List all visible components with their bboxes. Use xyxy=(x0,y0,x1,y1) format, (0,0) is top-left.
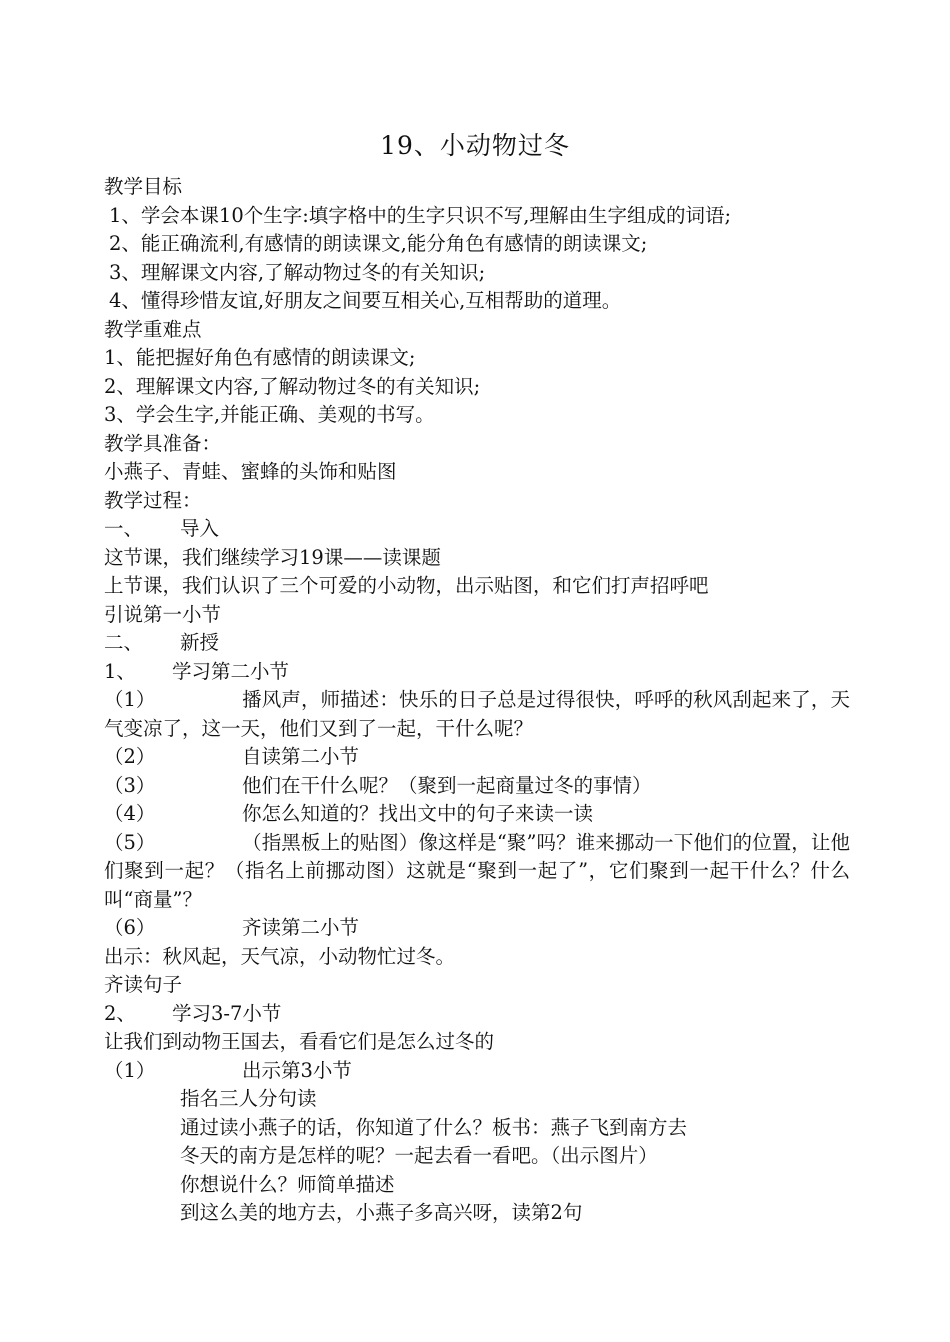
prep-heading: 教学具准备： xyxy=(104,431,222,455)
step-line xyxy=(104,772,850,801)
step-number: （6） xyxy=(104,916,156,939)
indented-line: 你想说什么？师简单描述 xyxy=(180,1172,395,1196)
indented-line: 到这么美的地方去，小燕子多高兴呀，读第2句 xyxy=(180,1201,583,1224)
step-text: （指黑板上的贴图）像这样是“聚”吗？谁来挪动一下他们的位置，让他们聚到一起？（指名上前挪动图）这就是“聚到一起了”，它们聚到一起干什么？什么叫“商量”？ xyxy=(104,830,850,911)
key-point-item: 3、学会生字,并能正确、美观的书写。 xyxy=(104,403,435,426)
part2-heading xyxy=(104,629,850,658)
step-paragraph xyxy=(104,686,850,743)
key-point-item: 2、理解课文内容,了解动物过冬的有关知识; xyxy=(104,374,481,398)
step-number: （5） xyxy=(104,830,156,854)
process-heading: 教学过程： xyxy=(104,488,202,512)
step-text: 自读第二小节 xyxy=(242,745,360,768)
part1-heading xyxy=(104,515,850,544)
part1-line: 上节课，我们认识了三个可爱的小动物，出示贴图，和它们打声招呼吧 xyxy=(104,574,709,597)
key-points-heading: 教学重难点 xyxy=(104,317,202,341)
sub2-label: 学习3-7小节 xyxy=(172,1001,282,1025)
document-body xyxy=(104,173,850,1228)
show-sentence: 出示：秋风起，天气凉，小动物忙过冬。 xyxy=(104,944,456,968)
sub1-label: 学习第二小节 xyxy=(172,659,290,683)
part1-number: 一、 xyxy=(104,517,144,540)
indented-line: 指名三人分句读 xyxy=(180,1087,317,1110)
part1-line: 这节课，我们继续学习19课——读课题 xyxy=(104,545,441,569)
step-number: （4） xyxy=(104,802,156,825)
step-number: （1） xyxy=(104,688,156,711)
goal-item: 1、学会本课10个生字:填字格中的生字只识不写,理解由生字组成的词语; xyxy=(109,203,732,227)
sub2-number: 2、 xyxy=(104,1001,136,1025)
step-number: （1） xyxy=(104,1058,156,1082)
step-text: 出示第3小节 xyxy=(242,1058,352,1082)
page-title: 19、小动物过冬 xyxy=(380,131,570,160)
step-line xyxy=(104,1057,850,1086)
sub2-intro: 让我们到动物王国去，看看它们是怎么过冬的 xyxy=(104,1030,495,1053)
indented-line: 冬天的南方是怎样的呢？一起去看一看吧。（出示图片） xyxy=(180,1144,658,1167)
part2-label: 新授 xyxy=(180,631,220,654)
step-paragraph xyxy=(104,829,850,915)
step-line xyxy=(104,914,850,943)
sub1-number: 1、 xyxy=(104,659,136,683)
prep-text: 小燕子、青蛙、蜜蜂的头饰和贴图 xyxy=(104,460,397,483)
sub1-heading xyxy=(104,658,850,687)
part1-label: 导入 xyxy=(180,517,220,540)
read-sentence: 齐读句子 xyxy=(104,973,183,996)
part2-number: 二、 xyxy=(104,631,144,654)
step-line xyxy=(104,800,850,829)
step-text: 你怎么知道的？找出文中的句子来读一读 xyxy=(242,802,594,825)
step-text: 播风声，师描述：快乐的日子总是过得很快，呼呼的秋风刮起来了，天气变凉了，这一天，他们又到了一起，干什么呢？ xyxy=(104,688,850,740)
part1-line: 引说第一小节 xyxy=(104,602,222,626)
indented-line: 通过读小燕子的话，你知道了什么？板书：燕子飞到南方去 xyxy=(180,1115,688,1139)
goal-item: 4、懂得珍惜友谊,好朋友之间要互相关心,互相帮助的道理。 xyxy=(109,289,622,312)
goal-item: 3、理解课文内容,了解动物过冬的有关知识; xyxy=(109,260,486,284)
goal-item: 2、能正确流利,有感情的朗读课文,能分角色有感情的朗读课文; xyxy=(109,232,648,255)
key-point-item: 1、能把握好角色有感情的朗读课文; xyxy=(104,346,416,369)
step-line xyxy=(104,743,850,772)
step-number: （3） xyxy=(104,773,156,797)
step-number: （2） xyxy=(104,745,156,768)
step-text: 他们在干什么呢？（聚到一起商量过冬的事情） xyxy=(242,773,652,797)
sub2-heading xyxy=(104,1000,850,1029)
goals-heading: 教学目标 xyxy=(104,175,183,198)
step-text: 齐读第二小节 xyxy=(242,916,360,939)
